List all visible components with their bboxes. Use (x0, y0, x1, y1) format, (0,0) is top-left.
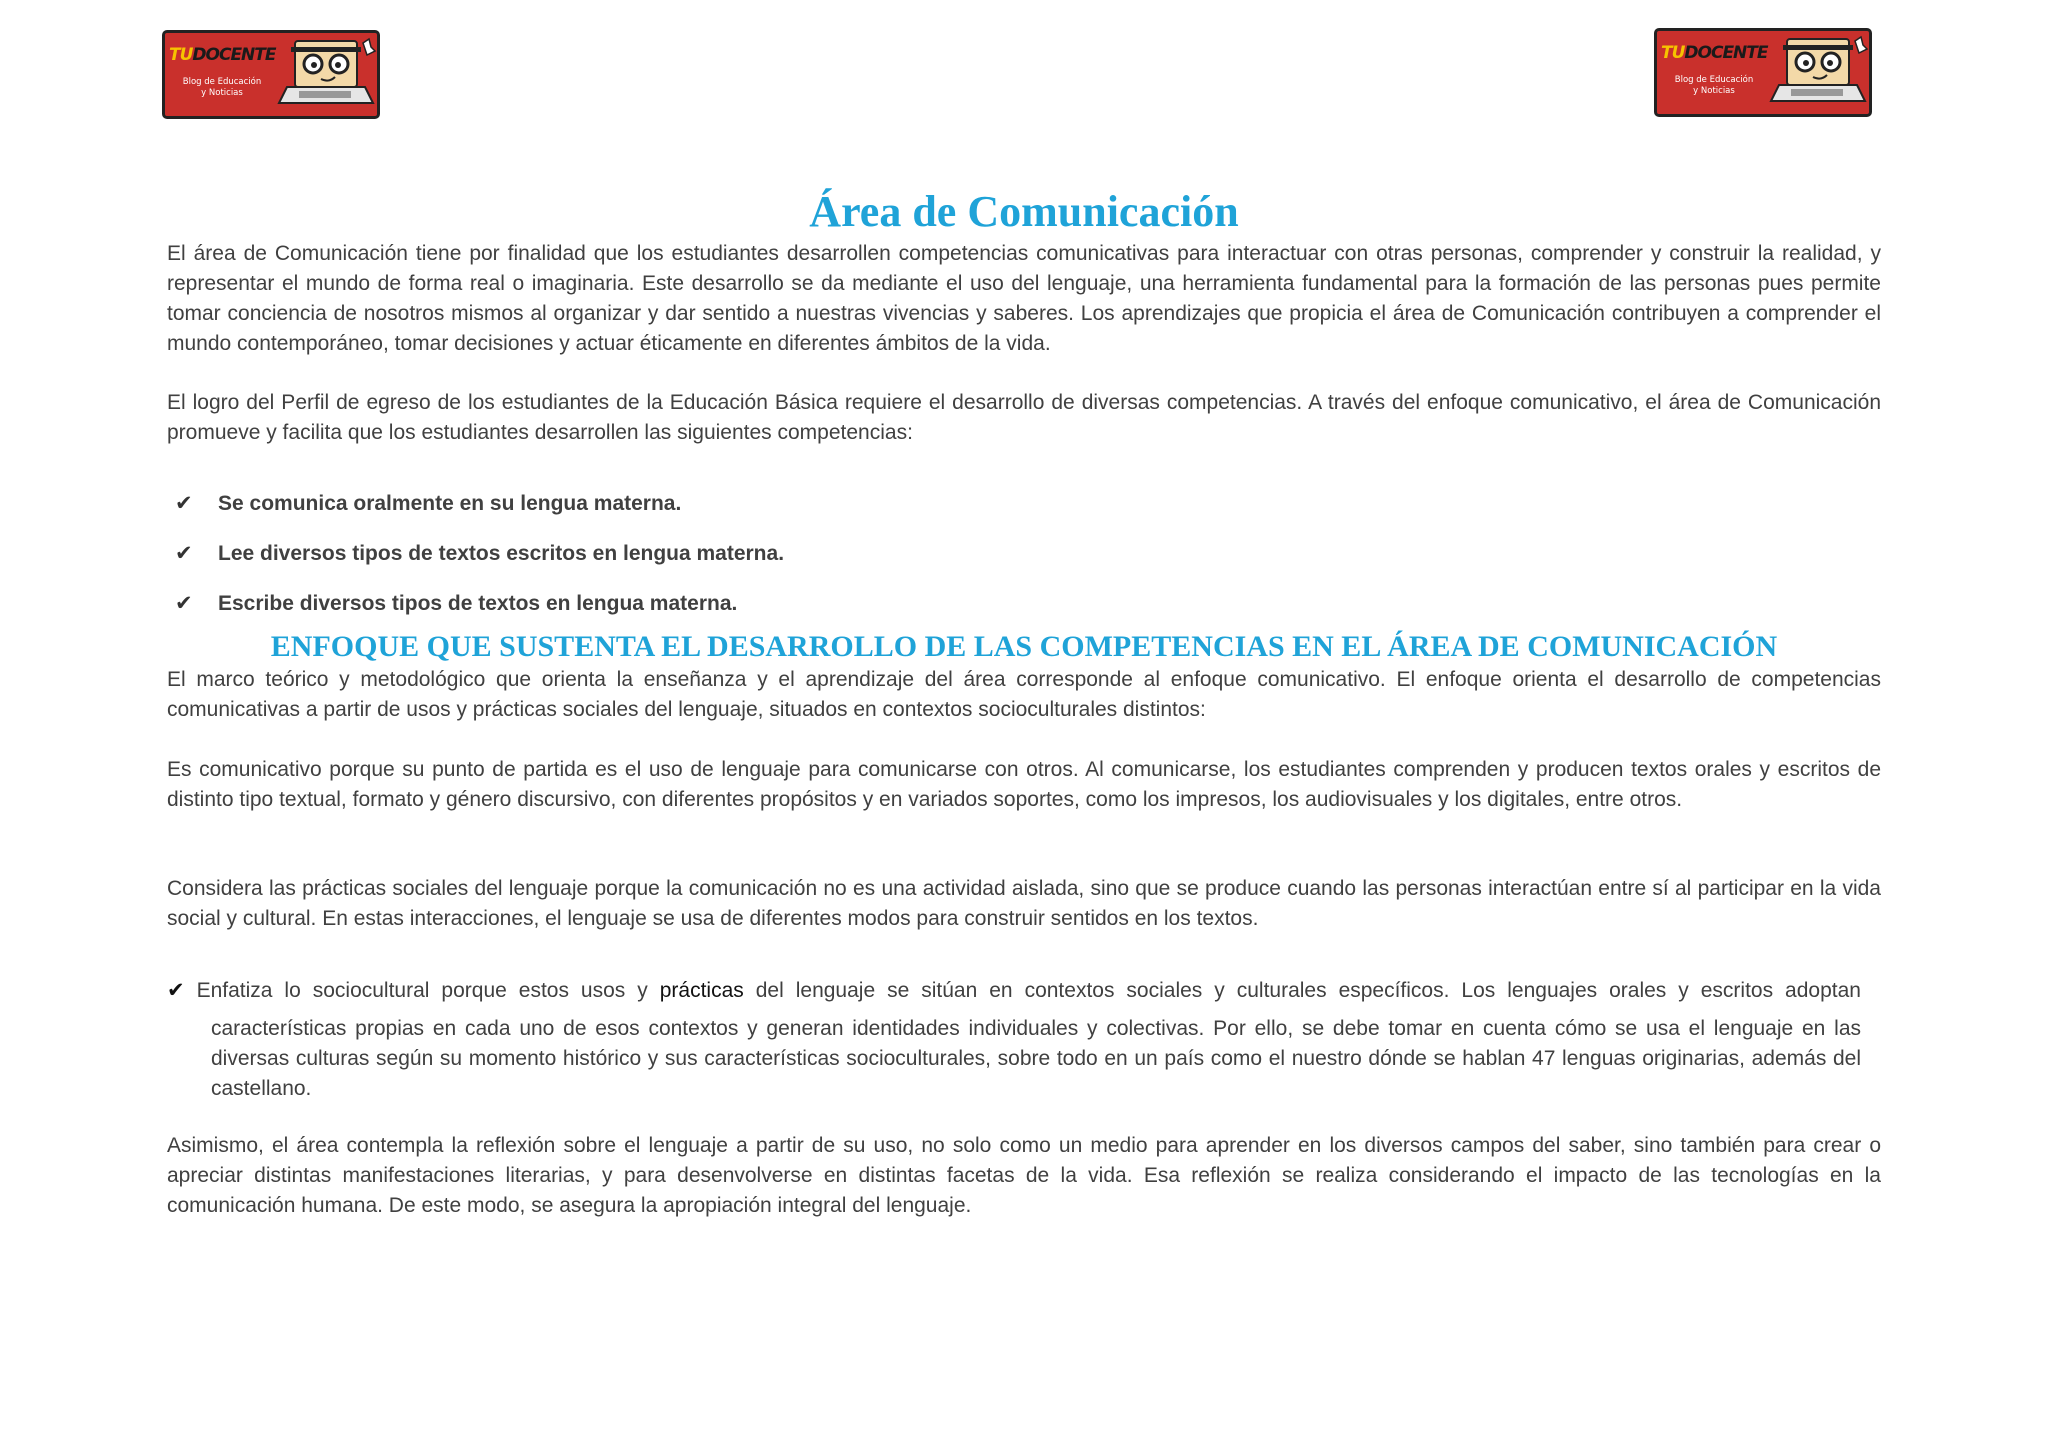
sociocultural-continuation: características propias en cada uno de esos contextos y generan identidades individuales y colectivas. Por ello, se debe tomar en cuenta cómo se usa el lenguaje en las diversas culturas según su momento histórico y sus características socioculturales, sobre todo en un país como el nuestro dónde se hablan 47 lenguas originarias, además del castellano. (211, 1017, 1861, 1100)
checkmark-icon: ✔ (175, 542, 193, 565)
laptop-mascot-icon (277, 37, 377, 115)
logo-brand: TUDOCENTE (169, 45, 276, 65)
intro-paragraph-1: El área de Comunicación tiene por finalidad que los estudiantes desarrollen competencias comunicativas para interactuar con otras personas, comprender y construir la realidad, y representar el mundo de forma real o imaginaria. Este desarrollo se da mediante el uso del lenguaje, una herramienta fundamental para la formación de las personas pues permite tomar conciencia de nosotros mismos al organizar y dar sentido a nuestras vivencias y saberes. Los aprendizajes que propicia el área de Comunicación contribuyen a comprender el mundo contemporáneo, tomar decisiones y actuar éticamente en diferentes ámbitos de la vida. (167, 242, 1881, 355)
competencies-list (167, 489, 784, 639)
logo-tagline: Blog de Educación y Noticias (182, 77, 262, 98)
checkmark-icon: ✔ (167, 979, 185, 1002)
list-item: ✔ Escribe diversos tipos de textos en lengua materna. (167, 589, 784, 639)
sociocultural-paragraph (167, 976, 1861, 1104)
list-item: ✔ Lee diversos tipos de textos escritos en lengua materna. (167, 539, 784, 589)
closing-paragraph: Asimismo, el área contempla la reflexión sobre el lenguaje a partir de su uso, no solo como un medio para aprender en los diversos campos del saber, sino también para crear o apreciar distintas manifestaciones literarias, y para desenvolverse en distintas facetas de la vida. Esa reflexión se realiza considerando el impacto de las tecnologías en la comunicación humana. De este modo, se asegura la apropiación integral del lenguaje. (167, 1134, 1881, 1217)
communicative-paragraph: Es comunicativo porque su punto de partida es el uso de lenguaje para comunicarse con otros. Al comunicarse, los estudiantes comprenden y producen textos orales y escritos de distinto tipo textual, formato y género discursivo, con diferentes propósitos y en variados soportes, como los impresos, los audiovisuales y los digitales, entre otros. (167, 758, 1881, 811)
social-practices-paragraph: Considera las prácticas sociales del lenguaje porque la comunicación no es una actividad aislada, sino que se produce cuando las personas interactúan entre sí al participar en la vida social y cultural. En estas interacciones, el lenguaje se usa de diferentes modos para construir sentidos en los textos. (167, 877, 1881, 930)
checkmark-icon: ✔ (175, 492, 193, 515)
approach-paragraph: El marco teórico y metodológico que orienta la enseñanza y el aprendizaje del área corresponde al enfoque comunicativo. El enfoque orienta el desarrollo de competencias comunicativas a partir de usos y prácticas sociales del lenguaje, situados en contextos socioculturales distintos: (167, 668, 1881, 721)
section-title: ENFOQUE QUE SUSTENTA EL DESARROLLO DE LAS COMPETENCIAS EN EL ÁREA DE COMUNICACIÓN (270, 630, 1778, 663)
checkmark-icon: ✔ (175, 592, 193, 615)
tudocente-logo-right (1654, 28, 1872, 117)
list-item: ✔ Se comunica oralmente en su lengua materna. (167, 489, 784, 539)
sociocultural-first-line: ✔ Enfatiza lo sociocultural porque estos usos y prácticas del lenguaje se sitúan en contextos sociales y culturales específicos. Los lenguajes orales y escritos adoptan (167, 979, 1861, 1002)
intro-paragraph-2: El logro del Perfil de egreso de los estudiantes de la Educación Básica requiere el desarrollo de diversas competencias. A través del enfoque comunicativo, el área de Comunicación promueve y facilita que los estudiantes desarrollen las siguientes competencias: (167, 391, 1881, 444)
logo-brand: TUDOCENTE (1661, 43, 1768, 63)
logo-tagline: Blog de Educación y Noticias (1674, 75, 1754, 96)
page-title: Área de Comunicación (809, 187, 1239, 236)
tudocente-logo-left (162, 30, 380, 119)
laptop-mascot-icon (1769, 35, 1869, 113)
